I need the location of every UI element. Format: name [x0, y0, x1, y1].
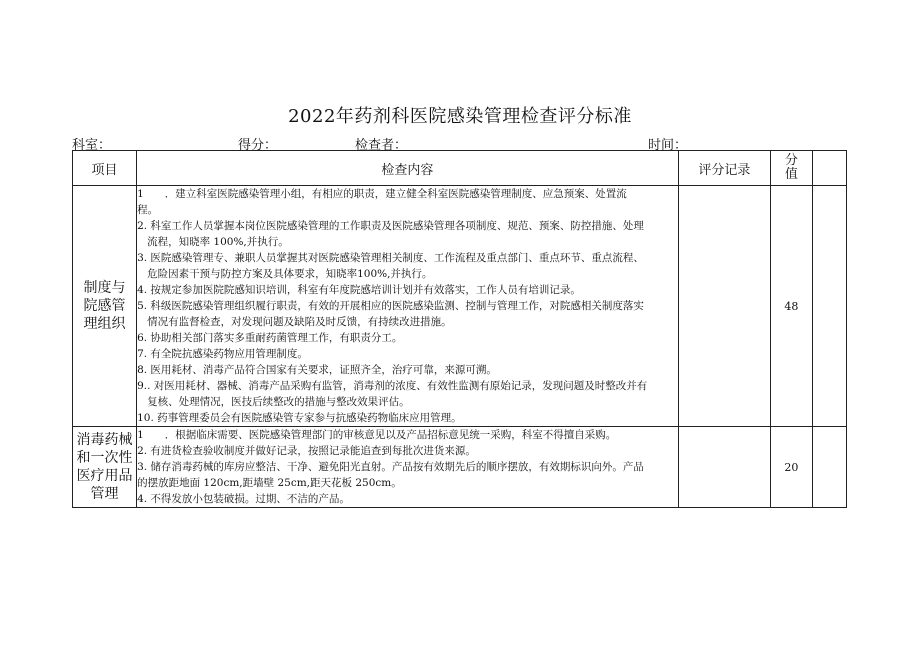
extra-cell: [812, 186, 846, 427]
section-content: [137, 186, 679, 427]
header-record: 评分记录: [678, 151, 770, 186]
content-line: 8. 医用耗材、消毒产品符合国家有关要求，证照齐全，治疗可靠，来源可溯。: [137, 364, 497, 376]
header-score-bottom: 值: [784, 167, 798, 182]
section-row: [73, 186, 847, 427]
category-line: 消毒药械: [76, 432, 133, 448]
score-cell: 20: [770, 427, 812, 508]
content-line: 10. 药事管理委员会有医院感染管专家参与抗感染药物临床应用管理。: [137, 412, 462, 424]
content-line: 的摆放距地面 120cm,距墙壁 25cm,距天花板 250cm。: [137, 477, 402, 489]
record-cell[interactable]: [678, 427, 770, 508]
category-line: 院感管: [83, 298, 126, 314]
content-line: 6. 协助相关部门落实多重耐药菌管理工作，有职责分工。: [137, 332, 403, 344]
header-item: 项目: [73, 151, 137, 186]
section-content: [137, 427, 679, 508]
dept-label: 科室：: [72, 138, 112, 153]
content-line: 1 ．根据临床需要、医院感染管理部门的审核意见以及产品招标意见统一采购，科室不得擅自采购。: [137, 429, 617, 441]
section-category: [73, 427, 137, 508]
record-cell[interactable]: [678, 186, 770, 427]
content-line: 复核、处理情况，医技后续整改的措施与整改效果评估。: [147, 396, 410, 408]
content-line: 情况有监督检查，对发现问题及缺陷及时反馈，有持续改进措施。: [147, 316, 452, 328]
time-label: 时间：: [648, 138, 688, 153]
content-line: 1 ．建立科室医院感染管理小组，有相应的职责，建立健全科室医院感染管理制度、应急预案、处置流: [137, 188, 627, 200]
section-category: [73, 186, 137, 427]
content-line: 9.. 对医用耗材、器械、消毒产品采购有监管，消毒剂的浓度、有效性监测有原始记录，发现问题及时整改并有: [137, 380, 648, 392]
page-title: 2022年药剂科医院感染管理检查评分标准: [288, 106, 632, 127]
content-line: 3. 医院感染管理专、兼职人员掌握其对医院感染管理相关制度、工作流程及重点部门、重点环节、重点流程、: [137, 252, 644, 264]
header-score: [770, 151, 812, 186]
score-cell: 48: [770, 186, 812, 427]
header-extra: [812, 151, 846, 186]
category-line: 医疗用品: [76, 468, 133, 484]
inspection-table: [72, 150, 847, 508]
category-line: 理组织: [83, 316, 126, 332]
content-line: 危险因素干预与防控方案及具体要求，知晓率100%,并执行。: [147, 268, 433, 280]
section-row: [73, 427, 847, 508]
content-line: 2. 科室工作人员掌握本岗位医院感染管理的工作职责及医院感染管理各项制度、规范、预案、防控措施、处理: [137, 220, 644, 232]
content-line: 4. 按规定参加医院院感知识培训，科室有年度院感培训计划并有效落实，工作人员有培训记录。: [137, 284, 581, 296]
content-line: 流程，知晓率 100%,并执行。: [147, 236, 289, 248]
content-line: 5. 科级医院感染管理组织履行职责，有效的开展相应的医院感染监测、控制与管理工作，对院感相关制度落实: [137, 300, 644, 312]
content-line: 2. 有进货检查验收制度并做好记录，按照记录能追查到每批次进货来源。: [137, 445, 476, 457]
content-line: 3. 储存消毒药械的库房应整洁、干净、避免阳光直射。产品按有效期先后的顺序摆放，有效期标识向外。产品: [137, 461, 644, 473]
content-line: 4. 不得发放小包装破损。过期、不洁的产品。: [137, 493, 350, 505]
content-line: 程。: [137, 204, 159, 216]
score-label: 得分：: [238, 138, 278, 153]
extra-cell: [812, 427, 846, 508]
header-content: 检查内容: [137, 151, 679, 186]
table-header-row: [73, 151, 847, 186]
category-line: 管理: [90, 486, 119, 502]
inspector-label: 检查者：: [355, 138, 408, 153]
content-line: 7. 有全院抗感染药物应用管理制度。: [137, 348, 308, 360]
category-line: 和一次性: [76, 450, 133, 466]
category-line: 制度与: [83, 280, 126, 296]
header-score-top: 分: [784, 153, 798, 168]
